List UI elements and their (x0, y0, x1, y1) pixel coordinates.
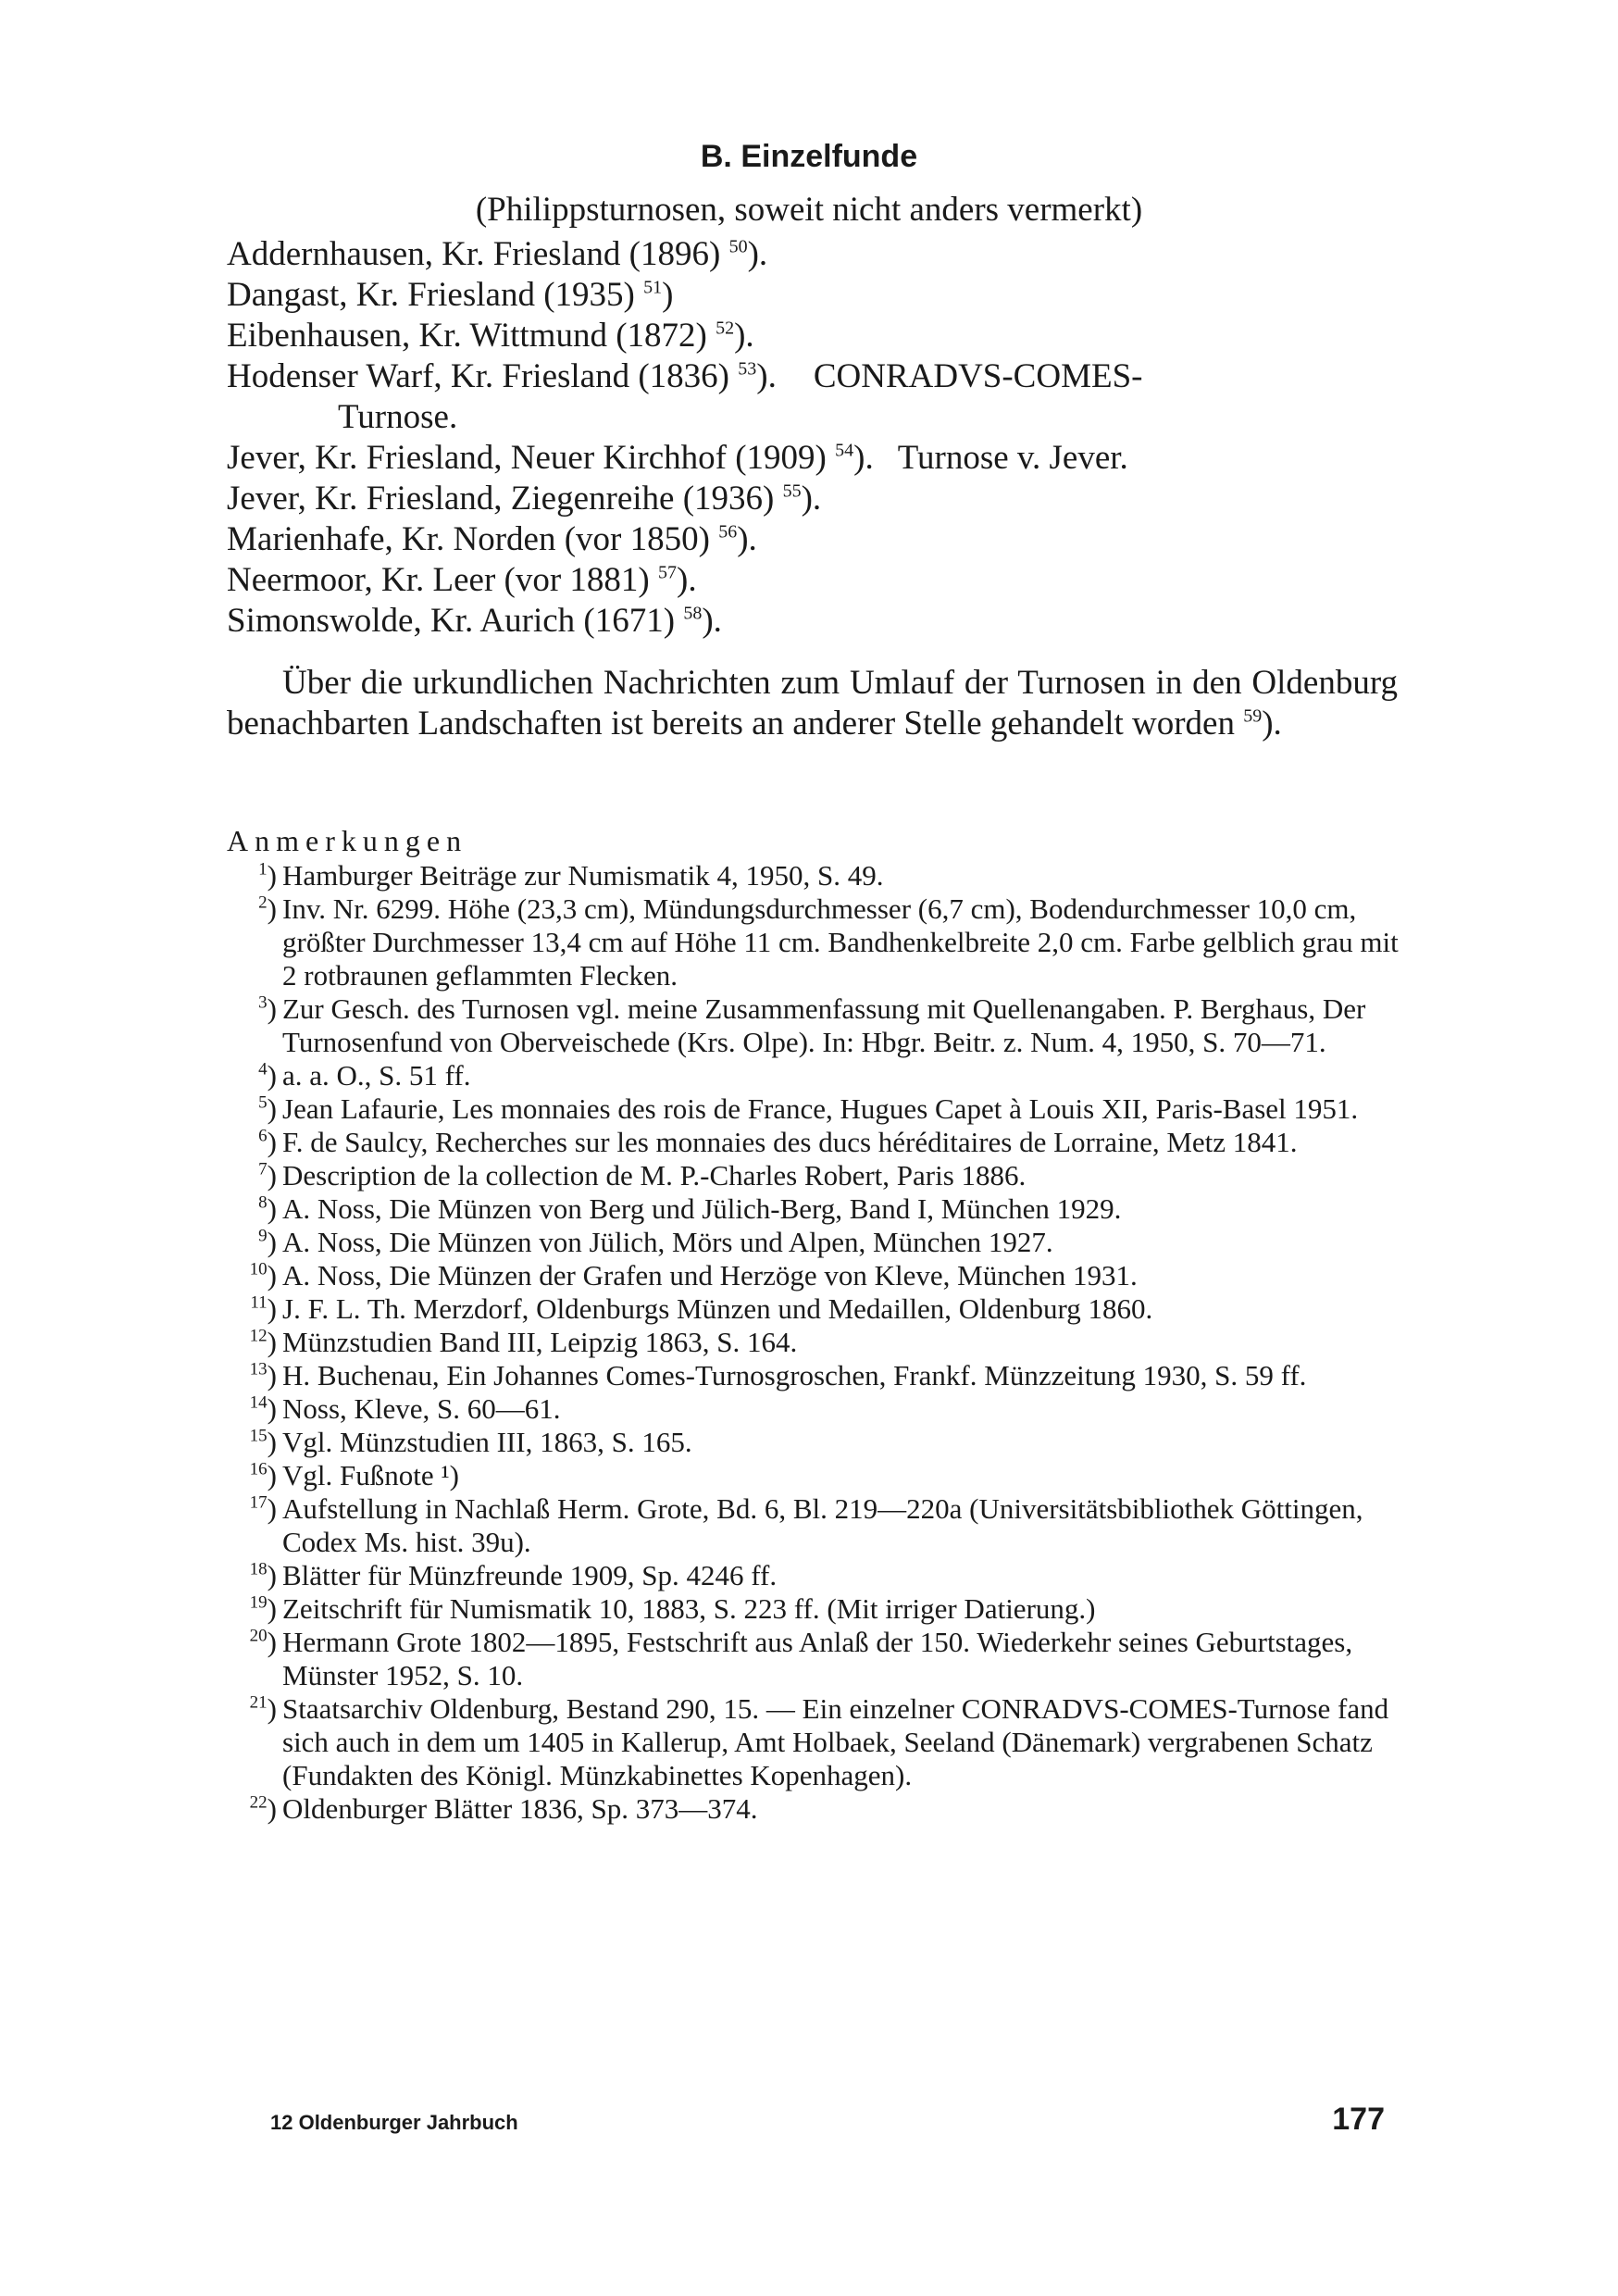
footnote: $^{22}$) Oldenburger Blätter 1836, Sp. 373—374. (227, 1792, 1402, 1826)
find-entry: Simonswolde, Kr. Aurich (1671) $^{58}$). (227, 602, 722, 640)
footnote-number: $^4$) (258, 1059, 277, 1092)
find-entry-continuation: Turnose. (338, 398, 458, 436)
footnote-number: $^9$) (258, 1226, 277, 1258)
footnote-ref: 55 (782, 480, 802, 502)
footnote: $^{11}$) J. F. L. Th. Merzdorf, Oldenburgs Münzen und Medaillen, Oldenburg 1860. (227, 1292, 1402, 1326)
footnote: $^7$) Description de la collection de M. P.-Charles Robert, Paris 1886. (227, 1159, 1402, 1192)
footnote-ref: 56 (718, 521, 738, 543)
footnote-number: $^{21}$) (249, 1692, 277, 1725)
footnote: $^1$) Hamburger Beiträge zur Numismatik 4, 1950, S. 49. (227, 859, 1402, 892)
find-entry: Jever, Kr. Friesland, Neuer Kirchhof (1909) $^{54}$). Turnose v. Jever. (227, 439, 1128, 477)
running-footer: 12 Oldenburger Jahrbuch (270, 2111, 518, 2134)
footnote-number: $^{17}$) (249, 1492, 277, 1525)
footnote-number: $^6$) (258, 1126, 277, 1158)
footnote: $^{15}$) Vgl. Münzstudien III, 1863, S. 165. (227, 1426, 1402, 1459)
footnote: $^{16}$) Vgl. Fußnote ¹) (227, 1459, 1402, 1492)
find-entry: Jever, Kr. Friesland, Ziegenreihe (1936) $^{55}$). (227, 480, 822, 518)
footnote: $^{21}$) Staatsarchiv Oldenburg, Bestand 290, 15. — Ein einzelner CONRADVS-COMES-Turnose fand sich auch in dem um 1405 in Kallerup, Amt Holbaek, Seeland (Dänemark) vergrabenen Schatz (Fundakten des Königl. Münzkabinettes Kopenhagen). (227, 1692, 1402, 1792)
footnote-ref: 52 (716, 318, 735, 339)
footnote-number: $^{22}$) (249, 1792, 277, 1825)
footnote: $^{13}$) H. Buchenau, Ein Johannes Comes-Turnosgroschen, Frankf. Münzzeitung 1930, S. 59 ff. (227, 1359, 1402, 1392)
footnote-ref: 57 (658, 562, 677, 583)
footnote-number: $^{20}$) (249, 1626, 277, 1658)
footnote: $^{20}$) Hermann Grote 1802—1895, Festschrift aus Anlaß der 150. Wiederkehr seines Geburtstages, Münster 1952, S. 10. (227, 1626, 1402, 1692)
footnote: $^3$) Zur Gesch. des Turnosen vgl. meine Zusammenfassung mit Quellenangaben. P. Berghaus, Der Turnosenfund von Oberveischede (Krs. Olpe). In: Hbgr. Beitr. z. Num. 4, 1950, S. 70—71. (227, 992, 1402, 1059)
footnote-number: $^{10}$) (249, 1259, 277, 1292)
footnote: $^{14}$) Noss, Kleve, S. 60—61. (227, 1392, 1402, 1426)
body-paragraph: Über die urkundlichen Nachrichten zum Umlauf der Turnosen in den Oldenburg benachbarten Landschaften ist bereits an anderer Stelle gehandelt worden $^{59}$). (227, 664, 1398, 742)
footnote: $^5$) Jean Lafaurie, Les monnaies des rois de France, Hugues Capet à Louis XII, Paris-Basel 1951. (227, 1092, 1402, 1126)
footnote: $^{10}$) A. Noss, Die Münzen der Grafen und Herzöge von Kleve, München 1931. (227, 1259, 1402, 1292)
footnote: $^8$) A. Noss, Die Münzen von Berg und Jülich-Berg, Band I, München 1929. (227, 1192, 1402, 1226)
footnote: $^{19}$) Zeitschrift für Numismatik 10, 1883, S. 223 ff. (Mit irriger Datierung.) (227, 1592, 1402, 1626)
footnote-number: $^{19}$) (249, 1592, 277, 1625)
footnote-number: $^{18}$) (249, 1559, 277, 1591)
find-entry: Marienhafe, Kr. Norden (vor 1850) $^{56}$). (227, 520, 757, 558)
footnote-ref: 50 (728, 236, 748, 257)
footnote: $^9$) A. Noss, Die Münzen von Jülich, Mörs und Alpen, München 1927. (227, 1226, 1402, 1259)
footnote-number: $^2$) (258, 892, 277, 925)
footnote-number: $^{15}$) (249, 1426, 277, 1458)
footnote-ref: 54 (835, 440, 854, 461)
footnote: $^6$) F. de Saulcy, Recherches sur les monnaies des ducs héréditaires de Lorraine, Metz 1841. (227, 1126, 1402, 1159)
find-entry: Neermoor, Kr. Leer (vor 1881) $^{57}$). (227, 561, 697, 599)
section-heading: B. Einzelfunde (700, 139, 918, 174)
footnote: $^{12}$) Münzstudien Band III, Leipzig 1863, S. 164. (227, 1326, 1402, 1359)
footnote-number: $^3$) (258, 992, 277, 1025)
footnote-number: $^{16}$) (249, 1459, 277, 1491)
footnote-number: $^5$) (258, 1092, 277, 1125)
footnote: $^4$) a. a. O., S. 51 ff. (227, 1059, 1402, 1092)
finds-list (227, 234, 1398, 642)
find-entry: Addernhausen, Kr. Friesland (1896) $^{50}$). (227, 235, 768, 273)
page-number: 177 (1332, 2102, 1385, 2137)
footnote-number: $^{12}$) (249, 1326, 277, 1358)
footnote: $^{17}$) Aufstellung in Nachlaß Herm. Grote, Bd. 6, Bl. 219—220a (Universitätsbibliothek Göttingen, Codex Ms. hist. 39u). (227, 1492, 1402, 1559)
footnote-ref: 53 (738, 358, 757, 380)
footnote-number: $^8$) (258, 1192, 277, 1225)
footnote-number: $^{11}$) (250, 1292, 277, 1325)
find-entry: Eibenhausen, Kr. Wittmund (1872) $^{52}$). (227, 317, 754, 355)
footnote-number: $^7$) (258, 1159, 277, 1192)
footnote-ref: 59 (1243, 705, 1263, 727)
notes-heading: Anmerkungen (227, 824, 468, 857)
footnote: $^2$) Inv. Nr. 6299. Höhe (23,3 cm), Mündungsdurchmesser (6,7 cm), Bodendurchmesser 10,0 cm, größter Durchmesser 13,4 cm auf Höhe 11 cm. Bandhenkelbreite 2,0 cm. Farbe gelblich grau mit 2 rotbraunen geflammten Flecken. (227, 892, 1402, 992)
footnote-number: $^{13}$) (249, 1359, 277, 1391)
section-subheading: (Philippsturnosen, soweit nicht anders vermerkt) (475, 191, 1143, 229)
footnote-ref: 58 (683, 603, 703, 624)
footnote: $^{18}$) Blätter für Münzfreunde 1909, Sp. 4246 ff. (227, 1559, 1402, 1592)
find-entry: Hodenser Warf, Kr. Friesland (1836) $^{53}$). CONRADVS-COMES- (227, 357, 1143, 395)
footnote-ref: 51 (643, 277, 663, 298)
find-entry: Dangast, Kr. Friesland (1935) $^{51}$) (227, 276, 674, 314)
footnote-number: $^1$) (258, 859, 277, 892)
footnote-number: $^{14}$) (249, 1392, 277, 1425)
footnotes-list (227, 859, 1402, 1826)
